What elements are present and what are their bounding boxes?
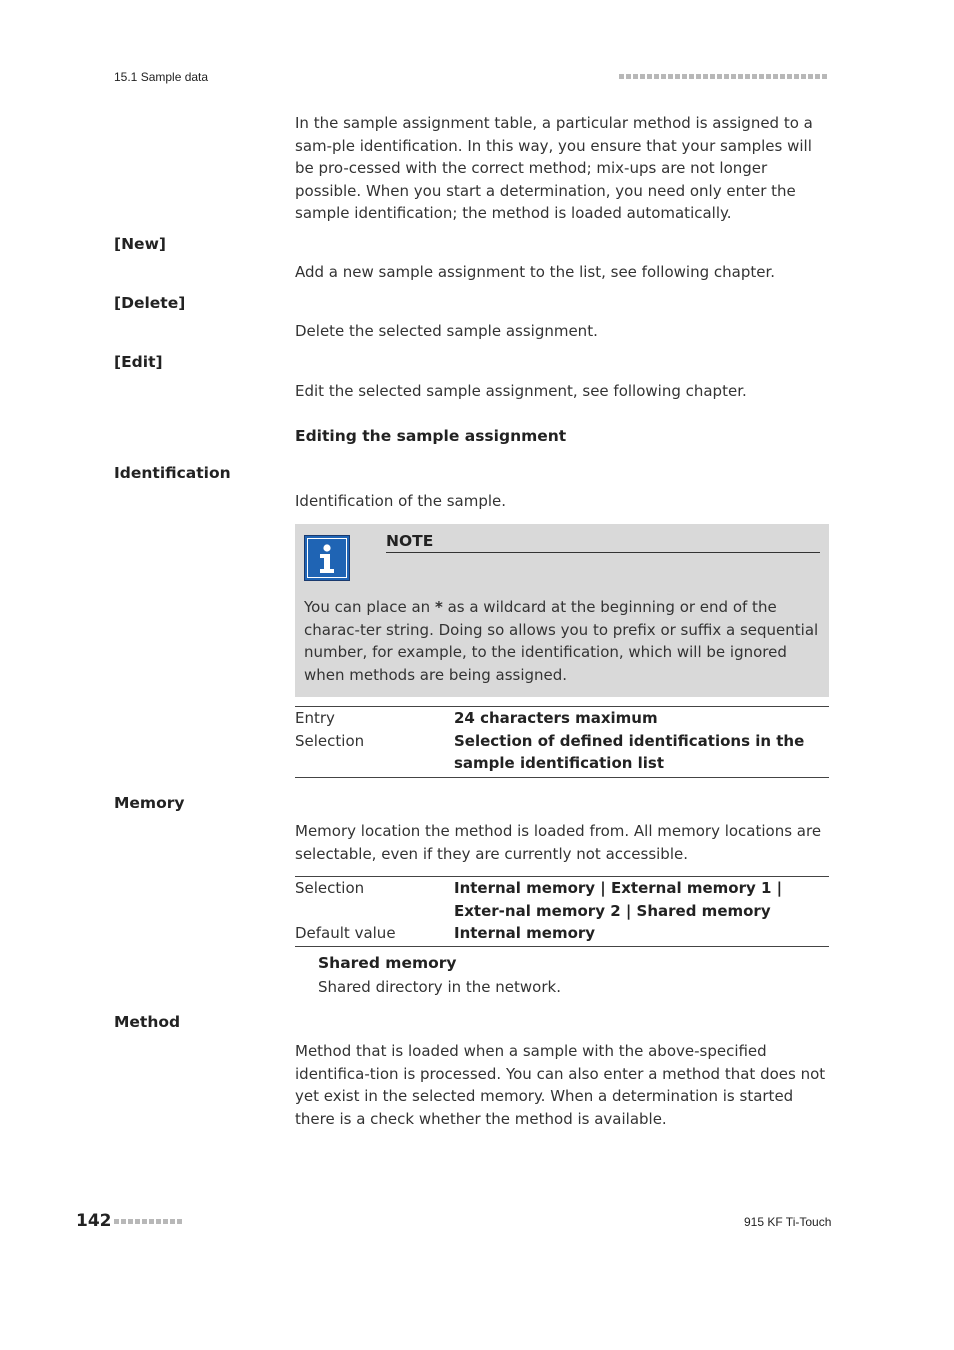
new-button-label: [New] [114,235,166,253]
table-row [295,877,829,922]
identification-label: Identification [114,464,231,482]
table-row [295,707,829,730]
table-value: 24 characters maximum [454,709,658,727]
running-header-section: 15.1 Sample data [114,70,209,84]
decorative-dot [647,74,652,79]
decorative-dot [773,74,778,79]
decorative-dot [787,74,792,79]
decorative-dot [689,74,694,79]
footer-product-name: 915 KF Ti-Touch [744,1215,832,1229]
delete-button-label: [Delete] [114,294,186,312]
decorative-dot [661,74,666,79]
decorative-dot [114,1219,119,1224]
decorative-dot [128,1219,133,1224]
decorative-dot [822,74,827,79]
intro-text: In the sample assignment table, a particular method is assigned to a sam-ple identification. In this way, you ensure that your samples will be pro-cessed with the correct method; mix-ups are not longer possible. When you start a determination, you need only enter the sample identification; the method is loaded automatically. [295,114,813,222]
method-label: Method [114,1013,181,1031]
memory-label: Memory [114,794,185,812]
decorative-dot [135,1219,140,1224]
note-wildcard: * [434,598,443,616]
shared-memory-option-title: Shared memory [318,954,457,972]
decorative-dot [752,74,757,79]
decorative-dot [717,74,722,79]
intro-paragraph [295,112,829,225]
shared-memory-option-description: Shared directory in the network. [318,978,561,996]
decorative-dot [668,74,673,79]
decorative-dot [682,74,687,79]
decorative-dot [808,74,813,79]
decorative-dot [738,74,743,79]
note-text [304,596,820,686]
memory-parameter-table [295,876,829,947]
note-title: NOTE [386,532,820,553]
decorative-dot [170,1219,175,1224]
table-key: Selection [295,731,365,750]
footer-decorative-dots [114,1219,182,1224]
table-key: Default value [295,924,396,942]
table-row [295,922,829,945]
decorative-dot [654,74,659,79]
note-text-after: as a wildcard at the beginning or end of the charac-ter string. Doing so allows you to prefix or suffix a sequential number, for example, to the identification, which will be ignored when methods are being assigned. [304,598,819,684]
decorative-dot [626,74,631,79]
memory-description: Memory location the method is loaded from. All memory locations are selectable, even if they are currently not accessible. [295,822,822,863]
header-decorative-dots [619,74,827,79]
table-value: Internal memory [454,924,596,942]
identification-description: Identification of the sample. [295,492,507,510]
decorative-dot [724,74,729,79]
note-text-before: You can place an [304,598,435,616]
table-row [295,730,829,775]
table-key: Selection [295,879,365,897]
identification-parameter-table [295,706,829,778]
new-button-description: Add a new sample assignment to the list, see following chapter. [295,263,776,281]
decorative-dot [149,1219,154,1224]
decorative-dot [619,74,624,79]
table-value: Internal memory | External memory 1 | Exter-nal memory 2 | Shared memory [454,879,783,920]
edit-button-label: [Edit] [114,353,163,371]
method-description: Method that is loaded when a sample with the above-specified identifica-tion is processed. You can also enter a method that does not yet exist in the selected memory. When a determination is started there is a check whether the method is available. [295,1042,826,1128]
page-number: 142 [76,1211,112,1231]
delete-button-description: Delete the selected sample assignment. [295,322,598,340]
decorative-dot [710,74,715,79]
editing-subheading: Editing the sample assignment [295,427,567,445]
decorative-dot [703,74,708,79]
decorative-dot [759,74,764,79]
info-icon [304,535,350,581]
decorative-dot [794,74,799,79]
decorative-dot [766,74,771,79]
decorative-dot [675,74,680,79]
edit-button-description: Edit the selected sample assignment, see following chapter. [295,382,747,400]
decorative-dot [640,74,645,79]
decorative-dot [801,74,806,79]
table-key: Entry [295,709,335,727]
decorative-dot [696,74,701,79]
decorative-dot [121,1219,126,1224]
note-box [295,524,829,697]
decorative-dot [731,74,736,79]
table-value: Selection of defined identifications in the sample identification list [454,731,805,772]
decorative-dot [142,1219,147,1224]
decorative-dot [177,1219,182,1224]
decorative-dot [163,1219,168,1224]
decorative-dot [815,74,820,79]
decorative-dot [745,74,750,79]
decorative-dot [780,74,785,79]
decorative-dot [633,74,638,79]
decorative-dot [156,1219,161,1224]
